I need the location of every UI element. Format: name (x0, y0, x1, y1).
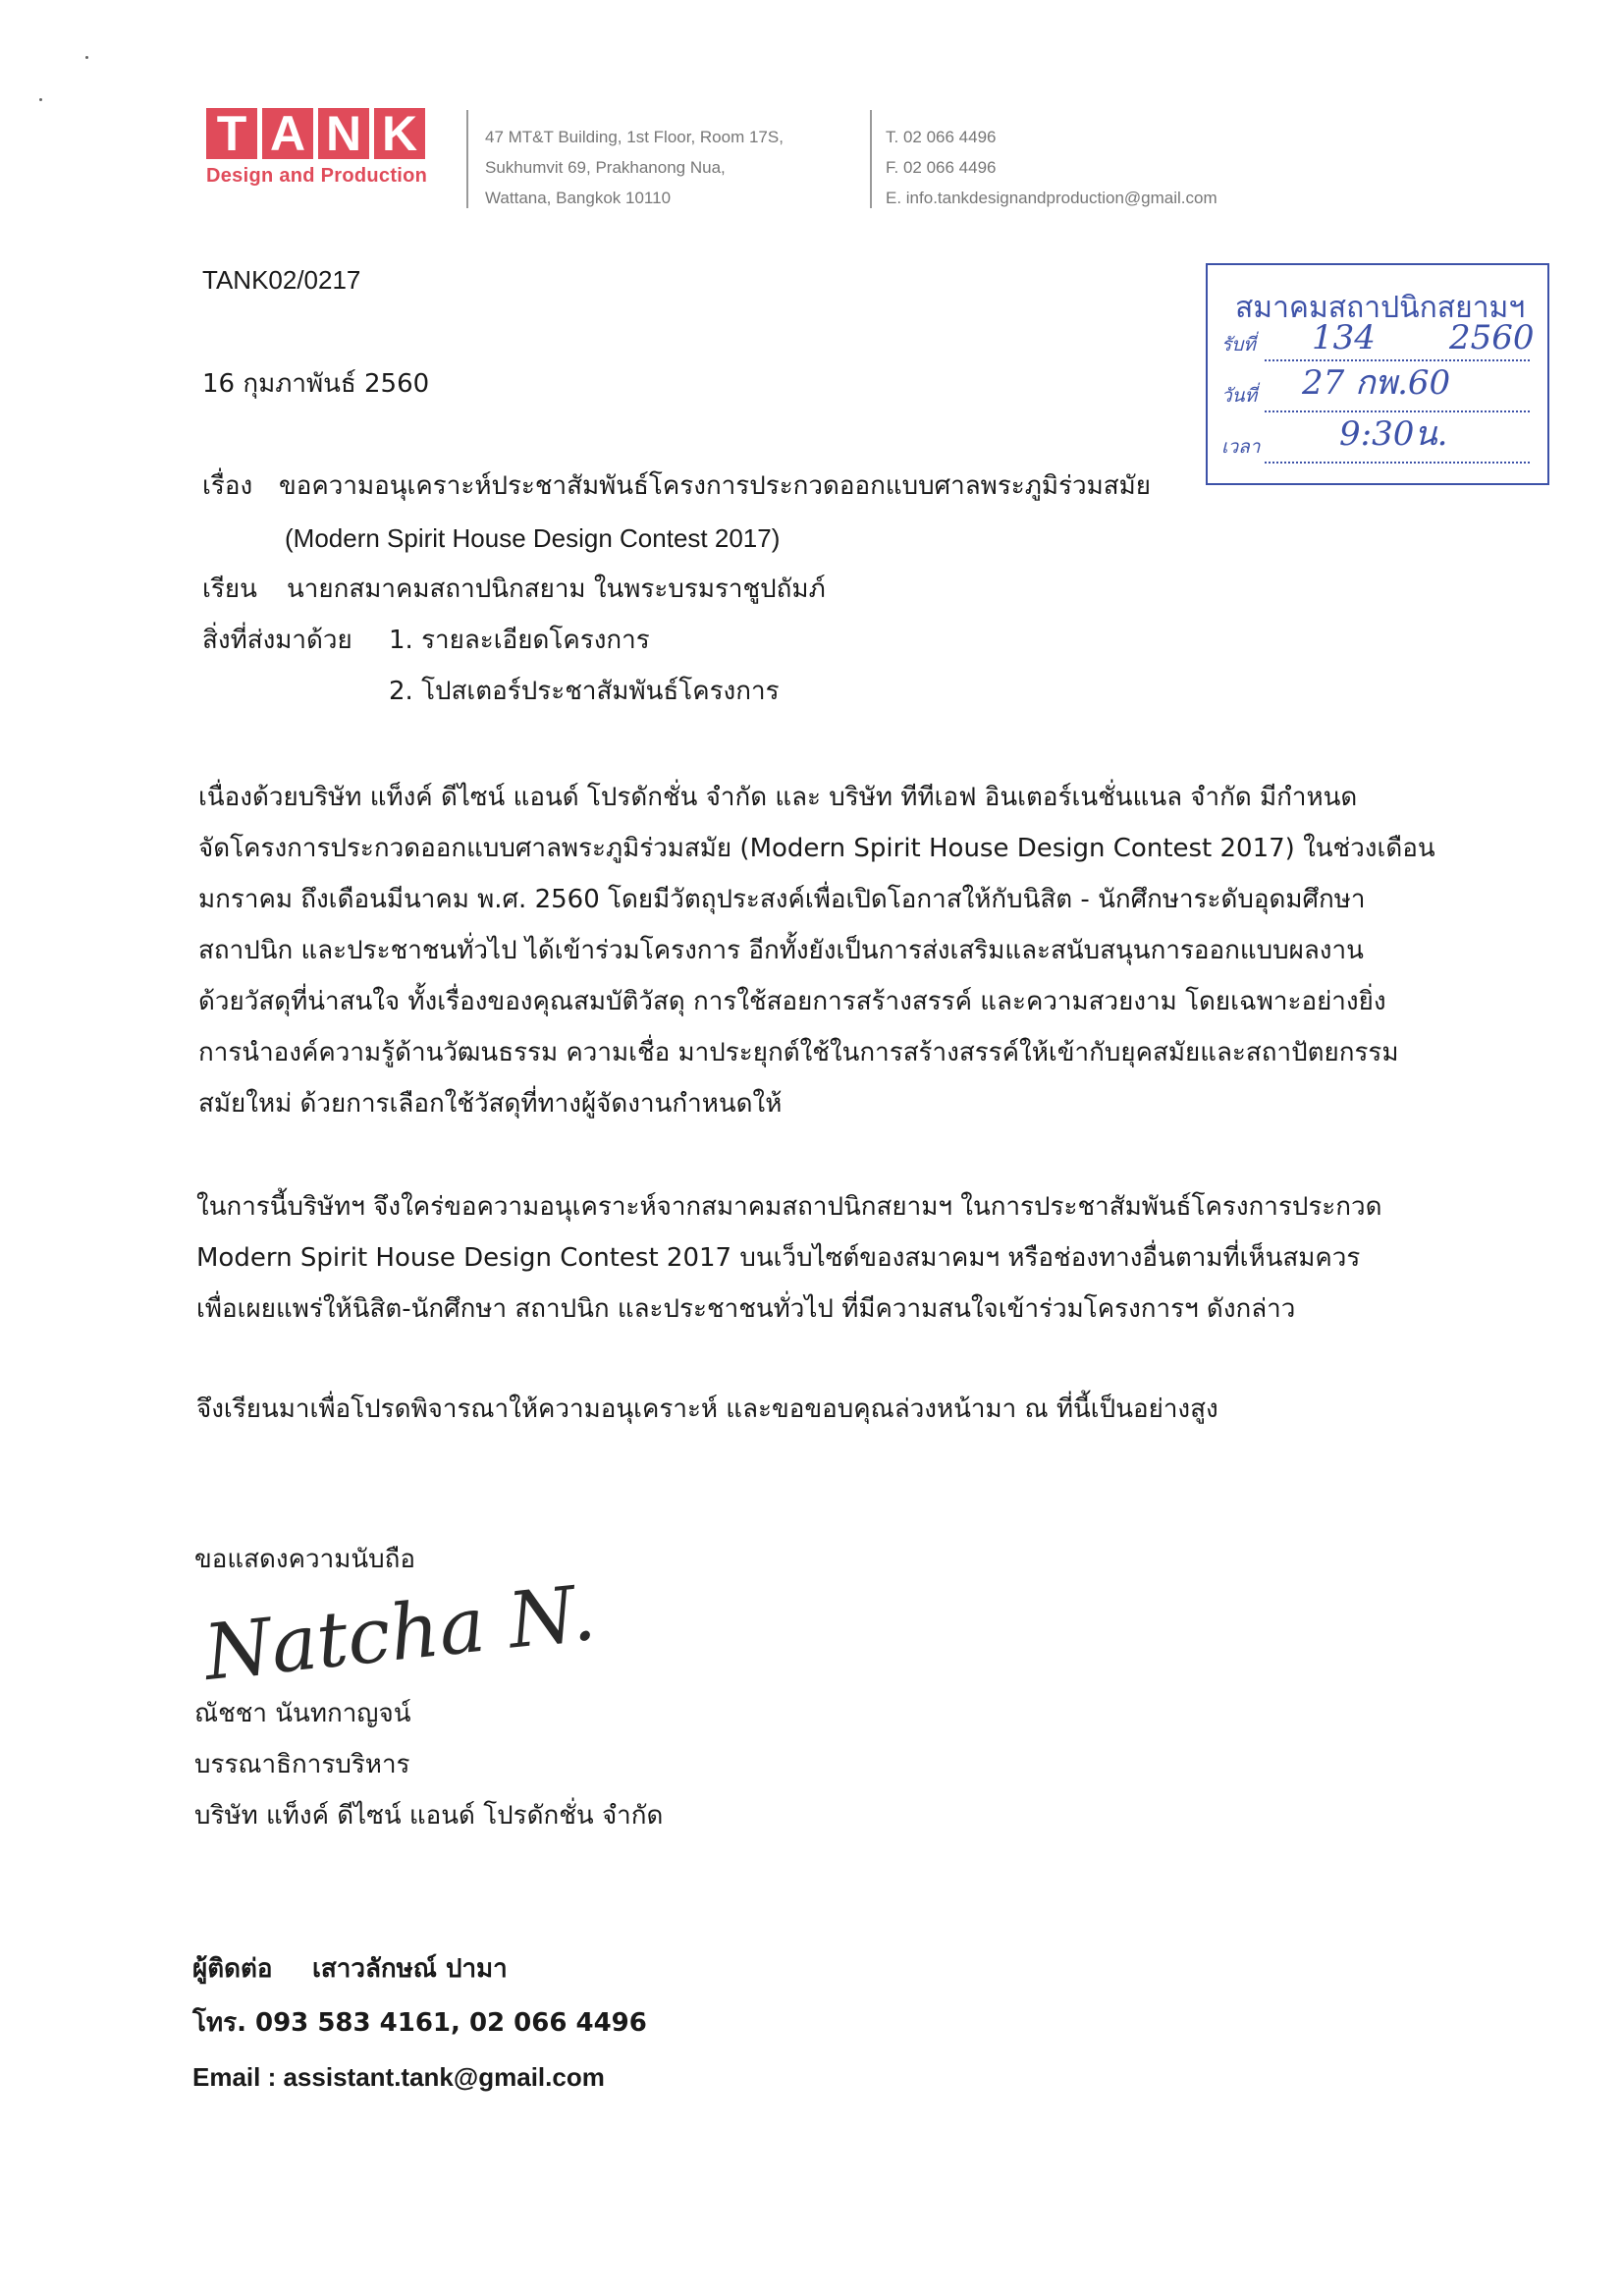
scan-speck (85, 56, 88, 59)
stamp-handwritten-value: 134 (1312, 318, 1376, 357)
paragraph-line: มกราคม ถึงเดือนมีนาคม พ.ศ. 2560 โดยมีวัตถุประสงค์เพื่อเปิดโอกาสให้กับนิสิต - นักศึกษาระดับอุดมศึกษา (198, 885, 1366, 914)
stamp-handwritten-value: 9:30น. (1339, 414, 1448, 454)
logo-subtitle: Design and Production (206, 165, 428, 187)
letterhead-divider (870, 110, 872, 208)
received-stamp (1206, 263, 1549, 485)
letter-date: 16 กุมภาพันธ์ 2560 (202, 369, 430, 399)
body-paragraph-1 (198, 772, 1435, 1129)
contact-person: เสาวลักษณ์ ปามา (312, 1954, 508, 1984)
handwritten-signature (196, 1568, 600, 1704)
signer-company: บริษัท แท็งค์ ดีไซน์ แอนด์ โปรดักชั่น จำกัด (194, 1801, 664, 1831)
signature-script: Natcha N. (199, 1568, 600, 1699)
subject-label: เรื่อง (202, 471, 253, 501)
paragraph-line: เพื่อเผยแพร่ให้นิสิต-นักศึกษา สถาปนิก และประชาชนทั่วไป ที่มีความสนใจเข้าร่วมโครงการฯ ดังกล่าว (196, 1294, 1296, 1324)
paragraph-line: การนำองค์ความรู้ด้านวัฒนธรรม ความเชื่อ มาประยุกต์ใช้ในการสร้างสรรค์ให้เข้ากับยุคสมัยและสถาปัตยกรรม (198, 1038, 1399, 1067)
enclosure-item: 2. โปสเตอร์ประชาสัมพันธ์โครงการ (389, 677, 780, 706)
fax-line: F. 02 066 4496 (886, 158, 997, 177)
contact-label: ผู้ติดต่อ (192, 1954, 273, 1984)
signer-title: บรรณาธิการบริหาร (194, 1750, 410, 1779)
stamp-handwritten-value: 27 กพ.60 (1302, 363, 1451, 403)
logo-letter: K (374, 108, 425, 159)
contact-phone: โทร. 093 583 4161, 02 066 4496 (192, 2008, 647, 2038)
scan-speck (39, 98, 42, 101)
logo-letter: A (262, 108, 313, 159)
subject-text: ขอความอนุเคราะห์ประชาสัมพันธ์โครงการประกวดออกแบบศาลพระภูมิร่วมสมัย (279, 471, 1151, 501)
letterhead-divider (466, 110, 468, 208)
paragraph-line: เนื่องด้วยบริษัท แท็งค์ ดีไซน์ แอนด์ โปรดักชั่น จำกัด และ บริษัท ทีทีเอฟ อินเตอร์เนชั่นแนล จำกัด มีกำหนด (198, 783, 1358, 812)
stamp-row-time (1221, 414, 1530, 464)
company-contacts (886, 122, 1217, 213)
address-line: 47 MT&T Building, 1st Floor, Room 17S, (485, 128, 784, 146)
stamp-label: วันที่ (1221, 385, 1258, 407)
address-line: Wattana, Bangkok 10110 (485, 189, 672, 207)
subject-english: (Modern Spirit House Design Contest 2017) (285, 523, 781, 553)
paragraph-line: จัดโครงการประกวดออกแบบศาลพระภูมิร่วมสมัย (Modern Spirit House Design Contest 2017) ในช่วงเดือน (198, 834, 1435, 863)
body-paragraph-2 (196, 1181, 1381, 1335)
stamp-dotted-line (1265, 462, 1530, 464)
paragraph-line: ด้วยวัสดุที่น่าสนใจ ทั้งเรื่องของคุณสมบัติวัสดุ การใช้สอยการสร้างสรรค์ และความสวยงาม โดยเฉพาะอย่างยิ่ง (198, 987, 1386, 1016)
stamp-label: เวลา (1221, 436, 1261, 458)
recipient-text: นายกสมาคมสถาปนิกสยาม ในพระบรมราชูปถัมภ์ (287, 574, 826, 604)
logo-letter: T (206, 108, 257, 159)
paragraph-line: สถาปนิก และประชาชนทั่วไป ได้เข้าร่วมโครงการ อีกทั้งยังเป็นการส่งเสริมและสนับสนุนการออกแบบผลงาน (198, 936, 1364, 965)
phone-line: T. 02 066 4496 (886, 128, 997, 146)
reference-number: TANK02/0217 (202, 265, 361, 295)
paragraph-line: Modern Spirit House Design Contest 2017 บนเว็บไซต์ของสมาคมฯ หรือช่องทางอื่นตามที่เห็นสมควร (196, 1243, 1361, 1273)
enclosure-item: 1. รายละเอียดโครงการ (389, 626, 650, 655)
stamp-label: รับที่ (1221, 334, 1256, 355)
contact-email: Email : assistant.tank@gmail.com (192, 2062, 605, 2092)
recipient-label: เรียน (202, 574, 257, 604)
address-line: Sukhumvit 69, Prakhanong Nua, (485, 158, 726, 177)
logo-letter: N (318, 108, 369, 159)
stamp-title: สมาคมสถาปนิกสยามฯ (1235, 291, 1526, 325)
paragraph-line: ในการนี้บริษัทฯ จึงใคร่ขอความอนุเคราะห์จากสมาคมสถาปนิกสยามฯ ในการประชาสัมพันธ์โครงการประกวด (196, 1192, 1382, 1222)
stamp-handwritten-value: 2560 (1449, 318, 1535, 357)
closing-line: จึงเรียนมาเพื่อโปรดพิจารณาให้ความอนุเคราะห์ และขอขอบคุณล่วงหน้ามา ณ ที่นี้เป็นอย่างสูง (196, 1394, 1218, 1424)
company-logo (206, 108, 452, 188)
paragraph-line: สมัยใหม่ ด้วยการเลือกใช้วัสดุที่ทางผู้จัดงานกำหนดให้ (198, 1089, 783, 1119)
company-address (485, 122, 784, 213)
signer-name: ณัชชา นันทกาญจน์ (194, 1699, 411, 1728)
email-line: E. info.tankdesignandproduction@gmail.com (886, 189, 1217, 207)
enclosure-label: สิ่งที่ส่งมาด้วย (202, 626, 352, 655)
salutation: ขอแสดงความนับถือ (194, 1545, 415, 1574)
